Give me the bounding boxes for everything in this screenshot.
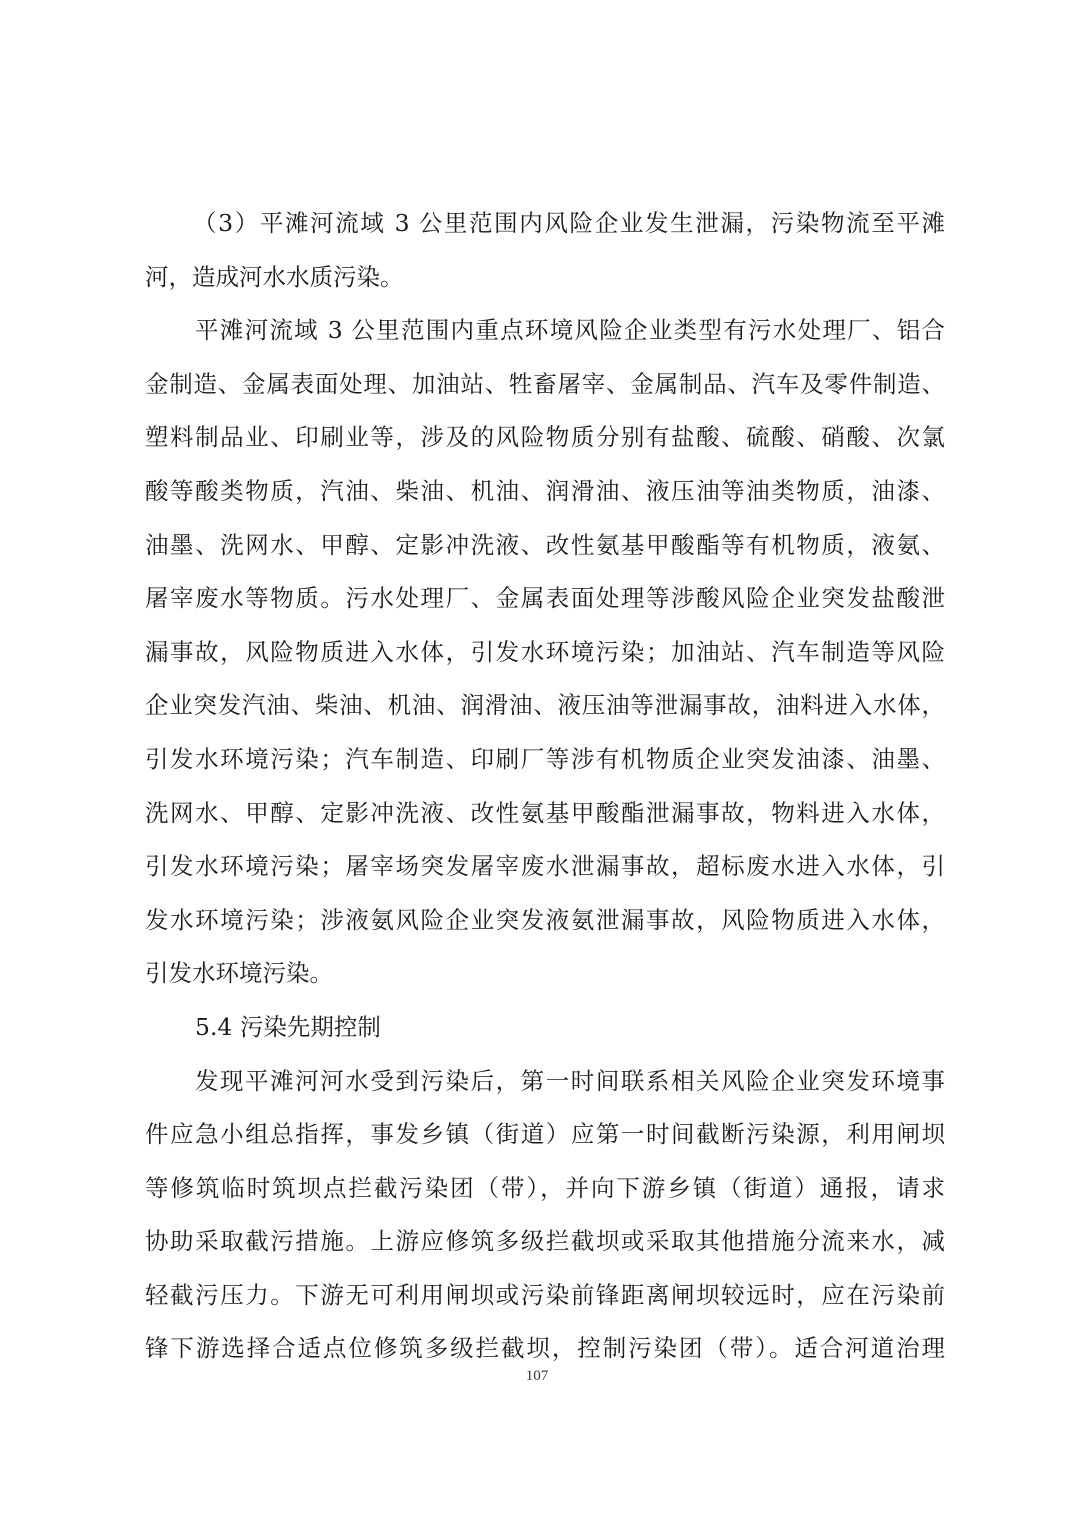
paragraph-3-line-3: 等修筑临时筑坝点拦截污染团（带），并向下游乡镇（街道）通报，请求 — [145, 1173, 945, 1202]
paragraph-3-line-2: 件应急小组总指挥，事发乡镇（街道）应第一时间截断污染源，利用闸坝 — [145, 1120, 945, 1149]
paragraph-2-line-5: 油墨、洗网水、甲醇、定影冲洗液、改性氨基甲酸酯等有机物质，液氨、 — [145, 530, 945, 559]
paragraph-1-line-2: 河，造成河水水质污染。 — [145, 262, 404, 291]
page-body — [145, 203, 945, 1382]
paragraph-3-line-1: 发现平滩河河水受到污染后，第一时间联系相关风险企业突发环境事 — [195, 1066, 945, 1095]
paragraph-2-line-2: 金制造、金属表面处理、加油站、牲畜屠宰、金属制品、汽车及零件制造、 — [145, 369, 945, 398]
page-number: 107 — [525, 1368, 549, 1384]
paragraph-2-line-3: 塑料制品业、印刷业等，涉及的风险物质分别有盐酸、硫酸、硝酸、次氯 — [145, 423, 945, 452]
paragraph-1-line-1: （3）平滩河流域 3 公里范围内风险企业发生泄漏，污染物流至平滩 — [193, 209, 945, 237]
paragraph-2-line-12: 发水环境污染；涉液氨风险企业突发液氨泄漏事故，风险物质进入水体， — [145, 905, 945, 934]
paragraph-2-line-11: 引发水环境污染；屠宰场突发屠宰废水泄漏事故，超标废水进入水体，引 — [145, 852, 945, 881]
paragraph-2-line-4: 酸等酸类物质，汽油、柴油、机油、润滑油、液压油等油类物质，油漆、 — [145, 476, 945, 505]
paragraph-2-line-9: 引发水环境污染；汽车制造、印刷厂等涉有机物质企业突发油漆、油墨、 — [145, 744, 945, 773]
paragraph-2-line-13: 引发水环境污染。 — [145, 959, 333, 988]
paragraph-3-line-6: 锋下游选择合适点位修筑多级拦截坝，控制污染团（带）。适合河道治理 — [145, 1334, 945, 1363]
paragraph-2-line-7: 漏事故，风险物质进入水体，引发水环境污染；加油站、汽车制造等风险 — [145, 637, 945, 666]
paragraph-2-line-6: 屠宰废水等物质。污水处理厂、金属表面处理等涉酸风险企业突发盐酸泄 — [145, 584, 945, 613]
paragraph-3-line-4: 协助采取截污措施。上游应修筑多级拦截坝或采取其他措施分流来水，减 — [145, 1227, 945, 1256]
paragraph-2-line-8: 企业突发汽油、柴油、机油、润滑油、液压油等泄漏事故，油料进入水体， — [145, 691, 945, 720]
paragraph-2-line-1: 平滩河流域 3 公里范围内重点环境风险企业类型有污水处理厂、铝合 — [195, 316, 945, 345]
paragraph-3-line-5: 轻截污压力。下游无可利用闸坝或污染前锋距离闸坝较远时，应在污染前 — [145, 1280, 945, 1309]
section-heading: 5.4 污染先期控制 — [195, 1012, 381, 1041]
paragraph-2-line-10: 洗网水、甲醇、定影冲洗液、改性氨基甲酸酯泄漏事故，物料进入水体， — [145, 798, 945, 827]
